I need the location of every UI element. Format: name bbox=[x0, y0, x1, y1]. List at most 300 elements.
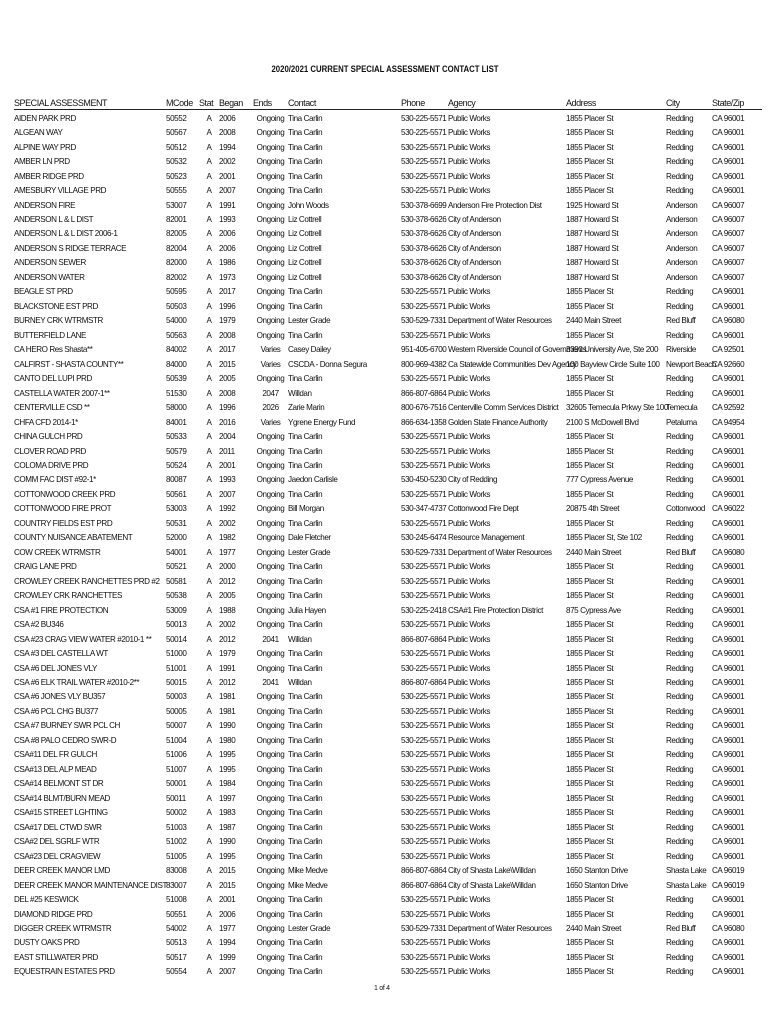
cell-state-zip: CA 96001 bbox=[712, 591, 745, 601]
cell-state-zip: CA 96001 bbox=[712, 851, 745, 861]
cell-stat: A bbox=[206, 547, 212, 557]
table-row bbox=[14, 531, 762, 545]
cell-state-zip: CA 96007 bbox=[712, 215, 745, 225]
cell-state-zip: CA 96007 bbox=[712, 243, 745, 253]
cell-city: Redding bbox=[666, 591, 694, 601]
cell-special-assessment: CENTERVILLE CSD ** bbox=[14, 403, 90, 413]
cell-began: 1981 bbox=[219, 692, 236, 702]
cell-city: Redding bbox=[666, 374, 694, 384]
cell-special-assessment: DEER CREEK MANOR LMD bbox=[14, 866, 110, 876]
cell-contact: Tina Carlin bbox=[288, 446, 323, 456]
cell-began: 2002 bbox=[219, 157, 236, 167]
cell-special-assessment: DIAMOND RIDGE PRD bbox=[14, 909, 93, 919]
cell-phone: 530-225-5571 bbox=[401, 808, 447, 818]
cell-stat: A bbox=[206, 128, 212, 138]
cell-agency: Public Works bbox=[448, 721, 491, 731]
cell-mcode: 50005 bbox=[166, 706, 187, 716]
table-row bbox=[14, 169, 762, 183]
cell-state-zip: CA 96007 bbox=[712, 272, 745, 282]
cell-city: Redding bbox=[666, 649, 694, 659]
cell-stat: A bbox=[206, 374, 212, 384]
cell-special-assessment: ANDERSON L & L DIST 2006-1 bbox=[14, 229, 118, 239]
cell-address: 1855 Placer St bbox=[566, 967, 614, 977]
cell-special-assessment: CHFA CFD 2014-1* bbox=[14, 417, 78, 427]
cell-mcode: 53007 bbox=[166, 200, 187, 210]
cell-address: 1855 Placer St bbox=[566, 388, 614, 398]
cell-stat: A bbox=[206, 359, 212, 369]
cell-address: 1855 Placer St bbox=[566, 171, 614, 181]
cell-stat: A bbox=[206, 157, 212, 167]
cell-began: 1995 bbox=[219, 851, 236, 861]
cell-agency: City of Anderson bbox=[448, 215, 501, 225]
cell-ends: Ongoing bbox=[256, 533, 285, 543]
cell-address: 1887 Howard St bbox=[566, 272, 619, 282]
cell-address: 1855 Placer St, Ste 102 bbox=[566, 533, 642, 543]
cell-stat: A bbox=[206, 576, 212, 586]
cell-contact: Tina Carlin bbox=[288, 432, 323, 442]
cell-special-assessment: CSA #1 FIRE PROTECTION bbox=[14, 605, 109, 615]
cell-ends: Ongoing bbox=[256, 475, 285, 485]
cell-phone: 530-225-5571 bbox=[401, 330, 447, 340]
cell-mcode: 50523 bbox=[166, 171, 187, 181]
cell-special-assessment: ANDERSON WATER bbox=[14, 272, 85, 282]
table-row bbox=[14, 270, 762, 284]
cell-address: 1855 Placer St bbox=[566, 909, 614, 919]
cell-contact: Jaedon Carlisle bbox=[288, 475, 338, 485]
cell-ends: 2041 bbox=[262, 678, 279, 688]
table-row bbox=[14, 791, 762, 805]
table-header-row bbox=[14, 96, 762, 110]
cell-state-zip: CA 96001 bbox=[712, 475, 745, 485]
table-row bbox=[14, 386, 762, 400]
cell-phone: 866-634-1358 bbox=[401, 417, 447, 427]
cell-special-assessment: ANDERSON FIRE bbox=[14, 200, 76, 210]
cell-agency: Public Works bbox=[448, 287, 491, 297]
cell-city: Redding bbox=[666, 475, 694, 485]
cell-contact: Tina Carlin bbox=[288, 649, 323, 659]
cell-city: Red Bluff bbox=[666, 316, 696, 326]
cell-city: Redding bbox=[666, 301, 694, 311]
cell-ends: 2026 bbox=[262, 403, 279, 413]
cell-phone: 530-378-6626 bbox=[401, 229, 447, 239]
cell-began: 1977 bbox=[219, 547, 236, 557]
cell-city: Red Bluff bbox=[666, 923, 696, 933]
cell-phone: 866-807-6864 bbox=[401, 388, 447, 398]
table-row bbox=[14, 820, 762, 834]
cell-address: 1855 Placer St bbox=[566, 952, 614, 962]
cell-mcode: 51001 bbox=[166, 663, 187, 673]
cell-address: 1855 Placer St bbox=[566, 142, 614, 152]
cell-agency: Public Works bbox=[448, 620, 491, 630]
cell-began: 1991 bbox=[219, 663, 236, 673]
cell-state-zip: CA 96001 bbox=[712, 692, 745, 702]
cell-ends: Ongoing bbox=[256, 938, 285, 948]
cell-began: 2008 bbox=[219, 388, 236, 398]
cell-mcode: 50531 bbox=[166, 518, 187, 528]
cell-state-zip: CA 96007 bbox=[712, 229, 745, 239]
cell-state-zip: CA 96001 bbox=[712, 735, 745, 745]
table-row bbox=[14, 632, 762, 646]
cell-address: 1855 Placer St bbox=[566, 895, 614, 905]
cell-began: 1994 bbox=[219, 142, 236, 152]
cell-contact: Tina Carlin bbox=[288, 171, 323, 181]
cell-agency: Public Works bbox=[448, 330, 491, 340]
cell-special-assessment: CSA #8 PALO CEDRO SWR-D bbox=[14, 735, 117, 745]
cell-stat: A bbox=[206, 793, 212, 803]
cell-state-zip: CA 96001 bbox=[712, 952, 745, 962]
cell-special-assessment: ANDERSON S RIDGE TERRACE bbox=[14, 243, 127, 253]
table-row bbox=[14, 849, 762, 863]
cell-mcode: 51003 bbox=[166, 822, 187, 832]
cell-contact: Tina Carlin bbox=[288, 128, 323, 138]
cell-phone: 530-225-5571 bbox=[401, 952, 447, 962]
cell-special-assessment: CSA#13 DEL ALP MEAD bbox=[14, 764, 97, 774]
cell-stat: A bbox=[206, 316, 212, 326]
cell-city: Redding bbox=[666, 938, 694, 948]
cell-mcode: 51008 bbox=[166, 895, 187, 905]
cell-contact: Tina Carlin bbox=[288, 287, 323, 297]
cell-mcode: 51004 bbox=[166, 735, 187, 745]
cell-special-assessment: CLOVER ROAD PRD bbox=[14, 446, 86, 456]
table-row bbox=[14, 863, 762, 877]
cell-mcode: 50539 bbox=[166, 374, 187, 384]
cell-address: 1855 Placer St bbox=[566, 432, 614, 442]
cell-mcode: 50001 bbox=[166, 779, 187, 789]
cell-agency: City of Redding bbox=[448, 475, 498, 485]
cell-state-zip: CA 92660 bbox=[712, 359, 745, 369]
cell-address: 1855 Placer St bbox=[566, 851, 614, 861]
header-mcode: MCode bbox=[166, 96, 199, 110]
cell-address: 1855 Placer St bbox=[566, 822, 614, 832]
cell-special-assessment: CALFIRST - SHASTA COUNTY** bbox=[14, 359, 124, 369]
cell-contact: Willdan bbox=[288, 634, 312, 644]
cell-stat: A bbox=[206, 880, 212, 890]
cell-began: 2007 bbox=[219, 967, 236, 977]
cell-state-zip: CA 96001 bbox=[712, 330, 745, 340]
cell-city: Redding bbox=[666, 967, 694, 977]
cell-mcode: 82005 bbox=[166, 229, 187, 239]
cell-address: 1855 Placer St bbox=[566, 562, 614, 572]
cell-special-assessment: AIDEN PARK PRD bbox=[14, 113, 76, 123]
cell-special-assessment: AMBER RIDGE PRD bbox=[14, 171, 84, 181]
cell-state-zip: CA 96001 bbox=[712, 895, 745, 905]
cell-ends: Ongoing bbox=[256, 822, 285, 832]
cell-ends: Ongoing bbox=[256, 113, 285, 123]
cell-contact: Tina Carlin bbox=[288, 113, 323, 123]
cell-began: 2008 bbox=[219, 330, 236, 340]
cell-state-zip: CA 92501 bbox=[712, 345, 745, 355]
cell-special-assessment: BURNEY CRK WTRMSTR bbox=[14, 316, 103, 326]
cell-address: 1855 Placer St bbox=[566, 518, 614, 528]
cell-address: 1855 Placer St bbox=[566, 186, 614, 196]
cell-city: Redding bbox=[666, 706, 694, 716]
cell-city: Petaluma bbox=[666, 417, 697, 427]
cell-address: 1855 Placer St bbox=[566, 113, 614, 123]
cell-ends: Ongoing bbox=[256, 923, 285, 933]
cell-contact: Mike Medve bbox=[288, 866, 328, 876]
cell-city: Redding bbox=[666, 460, 694, 470]
cell-special-assessment: COW CREEK WTRMSTR bbox=[14, 547, 101, 557]
cell-began: 1994 bbox=[219, 938, 236, 948]
cell-special-assessment: CRAIG LANE PRD bbox=[14, 562, 77, 572]
cell-stat: A bbox=[206, 923, 212, 933]
cell-began: 1986 bbox=[219, 258, 236, 268]
cell-address: 1855 Placer St bbox=[566, 692, 614, 702]
cell-contact: Tina Carlin bbox=[288, 808, 323, 818]
cell-mcode: 53009 bbox=[166, 605, 187, 615]
cell-special-assessment: CROWLEY CREEK RANCHETTES PRD #2 bbox=[14, 576, 160, 586]
cell-special-assessment: BUTTERFIELD LANE bbox=[14, 330, 86, 340]
cell-special-assessment: CROWLEY CRK RANCHETTES bbox=[14, 591, 122, 601]
cell-state-zip: CA 96001 bbox=[712, 808, 745, 818]
cell-city: Redding bbox=[666, 909, 694, 919]
cell-address: 3390 University Ave, Ste 200 bbox=[566, 345, 659, 355]
cell-phone: 530-225-5571 bbox=[401, 128, 447, 138]
cell-state-zip: CA 96001 bbox=[712, 938, 745, 948]
cell-mcode: 84002 bbox=[166, 345, 187, 355]
cell-phone: 530-378-6626 bbox=[401, 258, 447, 268]
cell-state-zip: CA 96001 bbox=[712, 460, 745, 470]
cell-phone: 530-225-5571 bbox=[401, 938, 447, 948]
cell-ends: Ongoing bbox=[256, 591, 285, 601]
cell-agency: Department of Water Resources bbox=[448, 547, 552, 557]
table-row bbox=[14, 183, 762, 197]
cell-stat: A bbox=[206, 808, 212, 818]
cell-phone: 530-225-5571 bbox=[401, 562, 447, 572]
cell-state-zip: CA 96007 bbox=[712, 200, 745, 210]
cell-contact: Tina Carlin bbox=[288, 518, 323, 528]
cell-stat: A bbox=[206, 562, 212, 572]
cell-special-assessment: CSA#17 DEL CTWD SWR bbox=[14, 822, 102, 832]
table-row bbox=[14, 299, 762, 313]
cell-began: 1973 bbox=[219, 272, 236, 282]
cell-agency: Public Works bbox=[448, 764, 491, 774]
cell-special-assessment: COUNTY NUISANCE ABATEMENT bbox=[14, 533, 133, 543]
cell-agency: City of Anderson bbox=[448, 272, 501, 282]
cell-agency: Public Works bbox=[448, 113, 491, 123]
cell-ends: 2047 bbox=[262, 388, 279, 398]
cell-began: 1987 bbox=[219, 822, 236, 832]
cell-special-assessment: COTTONWOOD FIRE PROT bbox=[14, 504, 112, 514]
cell-phone: 530-225-5571 bbox=[401, 779, 447, 789]
cell-city: Redding bbox=[666, 518, 694, 528]
cell-state-zip: CA 96080 bbox=[712, 923, 745, 933]
table-row bbox=[14, 357, 762, 371]
cell-stat: A bbox=[206, 215, 212, 225]
cell-city: Redding bbox=[666, 489, 694, 499]
cell-stat: A bbox=[206, 301, 212, 311]
cell-mcode: 54002 bbox=[166, 923, 187, 933]
cell-contact: Casey Dailey bbox=[288, 345, 331, 355]
cell-agency: Cottonwood Fire Dept bbox=[448, 504, 519, 514]
cell-city: Redding bbox=[666, 895, 694, 905]
cell-city: Redding bbox=[666, 764, 694, 774]
cell-state-zip: CA 96007 bbox=[712, 258, 745, 268]
header-state-zip: State/Zip bbox=[712, 96, 762, 110]
table-row bbox=[14, 907, 762, 921]
cell-phone: 866-807-6864 bbox=[401, 866, 447, 876]
table-row bbox=[14, 675, 762, 689]
cell-agency: Public Works bbox=[448, 562, 491, 572]
cell-began: 1996 bbox=[219, 301, 236, 311]
cell-city: Redding bbox=[666, 735, 694, 745]
table-row bbox=[14, 227, 762, 241]
table-row bbox=[14, 748, 762, 762]
cell-address: 1855 Placer St bbox=[566, 287, 614, 297]
cell-stat: A bbox=[206, 432, 212, 442]
cell-address: 1855 Placer St bbox=[566, 446, 614, 456]
cell-began: 1982 bbox=[219, 533, 236, 543]
cell-began: 1991 bbox=[219, 200, 236, 210]
cell-state-zip: CA 96001 bbox=[712, 649, 745, 659]
cell-agency: Department of Water Resources bbox=[448, 316, 552, 326]
cell-mcode: 83008 bbox=[166, 866, 187, 876]
header-city: City bbox=[666, 96, 712, 110]
cell-city: Redding bbox=[666, 113, 694, 123]
cell-agency: Public Works bbox=[448, 489, 491, 499]
table-row bbox=[14, 560, 762, 574]
cell-contact: Tina Carlin bbox=[288, 909, 323, 919]
cell-phone: 530-225-5571 bbox=[401, 649, 447, 659]
cell-stat: A bbox=[206, 909, 212, 919]
cell-address: 2440 Main Street bbox=[566, 923, 621, 933]
cell-contact: Tina Carlin bbox=[288, 301, 323, 311]
cell-mcode: 50011 bbox=[166, 793, 186, 803]
cell-address: 1887 Howard St bbox=[566, 243, 619, 253]
cell-began: 1995 bbox=[219, 764, 236, 774]
cell-ends: Ongoing bbox=[256, 562, 285, 572]
cell-contact: Tina Carlin bbox=[288, 374, 323, 384]
cell-contact: Tina Carlin bbox=[288, 952, 323, 962]
cell-phone: 530-225-5571 bbox=[401, 171, 447, 181]
cell-mcode: 53003 bbox=[166, 504, 187, 514]
cell-mcode: 50579 bbox=[166, 446, 187, 456]
cell-city: Redding bbox=[666, 186, 694, 196]
cell-stat: A bbox=[206, 403, 212, 413]
cell-address: 1887 Howard St bbox=[566, 215, 619, 225]
table-row bbox=[14, 762, 762, 776]
cell-stat: A bbox=[206, 764, 212, 774]
cell-ends: Ongoing bbox=[256, 909, 285, 919]
cell-agency: Public Works bbox=[448, 591, 491, 601]
cell-mcode: 50561 bbox=[166, 489, 187, 499]
cell-contact: Tina Carlin bbox=[288, 692, 323, 702]
assessment-contact-table bbox=[14, 96, 762, 979]
cell-state-zip: CA 96001 bbox=[712, 287, 745, 297]
cell-stat: A bbox=[206, 837, 212, 847]
cell-city: Redding bbox=[666, 533, 694, 543]
cell-ends: Ongoing bbox=[256, 750, 285, 760]
cell-special-assessment: DEER CREEK MANOR MAINTENANCE DIST bbox=[14, 880, 167, 890]
cell-address: 777 Cypress Avenue bbox=[566, 475, 633, 485]
cell-contact: Tina Carlin bbox=[288, 822, 323, 832]
cell-began: 1977 bbox=[219, 923, 236, 933]
cell-mcode: 50521 bbox=[166, 562, 187, 572]
cell-special-assessment: CSA #6 PCL CHG BU377 bbox=[14, 706, 98, 716]
cell-contact: Tina Carlin bbox=[288, 851, 323, 861]
cell-state-zip: CA 96001 bbox=[712, 605, 745, 615]
cell-stat: A bbox=[206, 678, 212, 688]
cell-phone: 530-225-5571 bbox=[401, 837, 447, 847]
cell-state-zip: CA 96019 bbox=[712, 880, 745, 890]
table-row bbox=[14, 458, 762, 472]
cell-contact: Liz Cottrell bbox=[288, 272, 322, 282]
cell-mcode: 50524 bbox=[166, 460, 187, 470]
cell-ends: Ongoing bbox=[256, 142, 285, 152]
cell-mcode: 50015 bbox=[166, 678, 187, 688]
cell-agency: City of Anderson bbox=[448, 258, 501, 268]
cell-city: Redding bbox=[666, 822, 694, 832]
table-row bbox=[14, 125, 762, 139]
cell-address: 1855 Placer St bbox=[566, 374, 614, 384]
cell-phone: 530-529-7331 bbox=[401, 316, 447, 326]
cell-stat: A bbox=[206, 866, 212, 876]
cell-state-zip: CA 96001 bbox=[712, 793, 745, 803]
cell-mcode: 84001 bbox=[166, 417, 187, 427]
cell-special-assessment: ALPINE WAY PRD bbox=[14, 142, 76, 152]
table-row bbox=[14, 371, 762, 385]
cell-agency: Public Works bbox=[448, 692, 491, 702]
cell-agency: Public Works bbox=[448, 171, 491, 181]
cell-city: Red Bluff bbox=[666, 547, 696, 557]
table-row bbox=[14, 603, 762, 617]
cell-agency: Public Works bbox=[448, 750, 491, 760]
table-row bbox=[14, 733, 762, 747]
cell-agency: Department of Water Resources bbox=[448, 923, 552, 933]
cell-state-zip: CA 96001 bbox=[712, 128, 745, 138]
cell-began: 1980 bbox=[219, 735, 236, 745]
cell-began: 1984 bbox=[219, 779, 236, 789]
cell-phone: 530-378-6626 bbox=[401, 272, 447, 282]
cell-address: 1855 Placer St bbox=[566, 706, 614, 716]
cell-began: 2008 bbox=[219, 128, 236, 138]
cell-ends: Ongoing bbox=[256, 446, 285, 456]
cell-city: Redding bbox=[666, 678, 694, 688]
cell-city: Redding bbox=[666, 605, 694, 615]
cell-contact: Tina Carlin bbox=[288, 938, 323, 948]
cell-city: Redding bbox=[666, 663, 694, 673]
table-row bbox=[14, 198, 762, 212]
cell-phone: 530-225-5571 bbox=[401, 113, 447, 123]
cell-special-assessment: BLACKSTONE EST PRD bbox=[14, 301, 98, 311]
header-special-assessment: SPECIAL ASSESSMENT bbox=[14, 96, 166, 110]
cell-contact: Liz Cottrell bbox=[288, 243, 322, 253]
cell-stat: A bbox=[206, 649, 212, 659]
cell-mcode: 51002 bbox=[166, 837, 187, 847]
cell-agency: Public Works bbox=[448, 735, 491, 745]
cell-ends: Ongoing bbox=[256, 215, 285, 225]
table-row bbox=[14, 502, 762, 516]
cell-mcode: 50013 bbox=[166, 620, 187, 630]
cell-city: Anderson bbox=[666, 229, 698, 239]
table-row bbox=[14, 487, 762, 501]
cell-mcode: 54001 bbox=[166, 547, 187, 557]
cell-phone: 530-225-5571 bbox=[401, 576, 447, 586]
cell-phone: 530-225-5571 bbox=[401, 663, 447, 673]
cell-began: 2015 bbox=[219, 880, 236, 890]
cell-agency: Western Riverside Council of Governments bbox=[448, 345, 587, 355]
cell-began: 2002 bbox=[219, 620, 236, 630]
cell-phone: 530-225-5571 bbox=[401, 301, 447, 311]
cell-began: 2006 bbox=[219, 909, 236, 919]
cell-mcode: 50533 bbox=[166, 432, 187, 442]
cell-phone: 530-225-5571 bbox=[401, 909, 447, 919]
cell-ends: Ongoing bbox=[256, 851, 285, 861]
cell-phone: 530-529-7331 bbox=[401, 547, 447, 557]
cell-stat: A bbox=[206, 851, 212, 861]
cell-stat: A bbox=[206, 779, 212, 789]
cell-contact: Tina Carlin bbox=[288, 186, 323, 196]
